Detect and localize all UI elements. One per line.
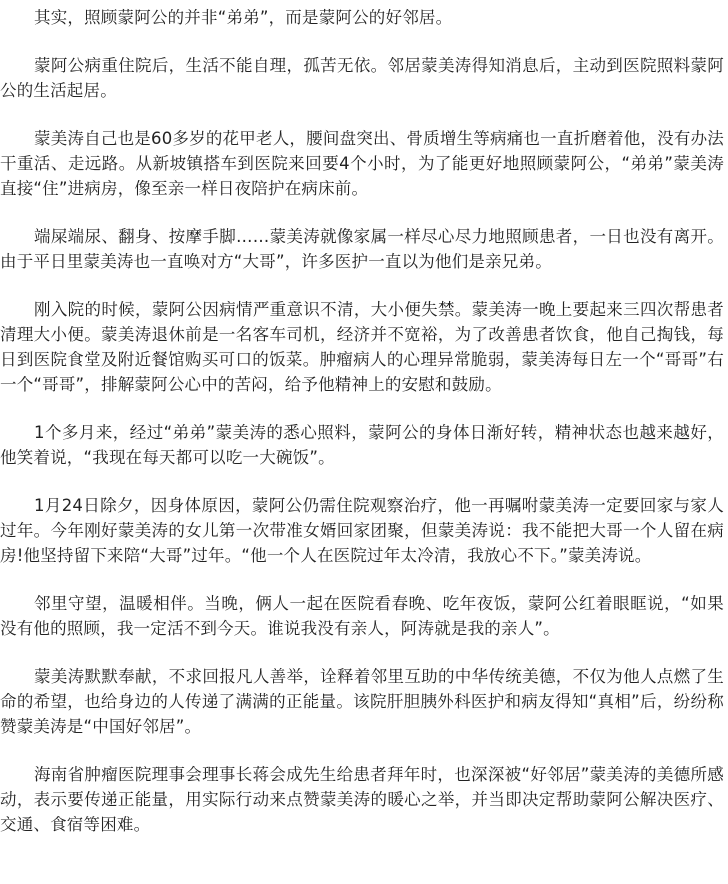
paragraph-10: 海南省肿瘤医院理事会理事长蒋会成先生给患者拜年时，也深深被“好邻居”蒙美涛的美德所感动，表示要传递正能量，用实际行动来点赞蒙美涛的暖心之举，并当即决定帮助蒙阿公解决医疗、交通、食宿等困难。 (0, 765, 724, 834)
paragraph-4: 端屎端尿、翻身、按摩手脚……蒙美涛就像家属一样尽心尽力地照顾患者，一日也没有离开。由于平日里蒙美涛也一直唤对方“大哥”，许多医护一直以为他们是亲兄弟。 (0, 227, 724, 271)
paragraph-2: 蒙阿公病重住院后，生活不能自理，孤苦无依。邻居蒙美涛得知消息后，主动到医院照料蒙阿公的生活起居。 (0, 56, 724, 100)
paragraph-6: 1个多月来，经过“弟弟”蒙美涛的悉心照料，蒙阿公的身体日渐好转，精神状态也越来越好，他笑着说，“我现在每天都可以吃一大碗饭”。 (0, 423, 724, 467)
paragraph-1: 其实，照顾蒙阿公的并非“弟弟”，而是蒙阿公的好邻居。 (34, 8, 453, 27)
paragraph-9: 蒙美涛默默奉献，不求回报凡人善举，诠释着邻里互助的中华传统美德，不仅为他人点燃了生命的希望，也给身边的人传递了满满的正能量。该院肝胆胰外科医护和病友得知“真相”后，纷纷称赞蒙美涛是“中国好邻居”。 (0, 667, 724, 736)
article-body (0, 5, 728, 884)
paragraph-3: 蒙美涛自己也是60多岁的花甲老人，腰间盘突出、骨质增生等病痛也一直折磨着他，没有办法干重活、走远路。从新坡镇搭车到医院来回要4个小时，为了能更好地照顾蒙阿公，“弟弟”蒙美涛直接“住”进病房，像至亲一样日夜陪护在病床前。 (0, 129, 724, 198)
paragraph-5: 刚入院的时候，蒙阿公因病情严重意识不清，大小便失禁。蒙美涛一晚上要起来三四次帮患者清理大小便。蒙美涛退休前是一名客车司机，经济并不宽裕，为了改善患者饮食，他自己掏钱，每日到医院食堂及附近餐馆购买可口的饭菜。肿瘤病人的心理异常脆弱，蒙美涛每日左一个“哥哥”右一个“哥哥”，排解蒙阿公心中的苦闷，给予他精神上的安慰和鼓励。 (0, 300, 724, 394)
paragraph-8: 邻里守望，温暖相伴。当晚，俩人一起在医院看春晚、吃年夜饭，蒙阿公红着眼眶说，“如果没有他的照顾，我一定活不到今天。谁说我没有亲人，阿涛就是我的亲人”。 (0, 594, 724, 638)
paragraph-7: 1月24日除夕，因身体原因，蒙阿公仍需住院观察治疗，他一再嘱咐蒙美涛一定要回家与家人过年。今年刚好蒙美涛的女儿第一次带准女婿回家团聚，但蒙美涛说：我不能把大哥一个人留在病房!他坚持留下来陪“大哥”过年。“他一个人在医院过年太冷清，我放心不下。”蒙美涛说。 (0, 496, 724, 565)
